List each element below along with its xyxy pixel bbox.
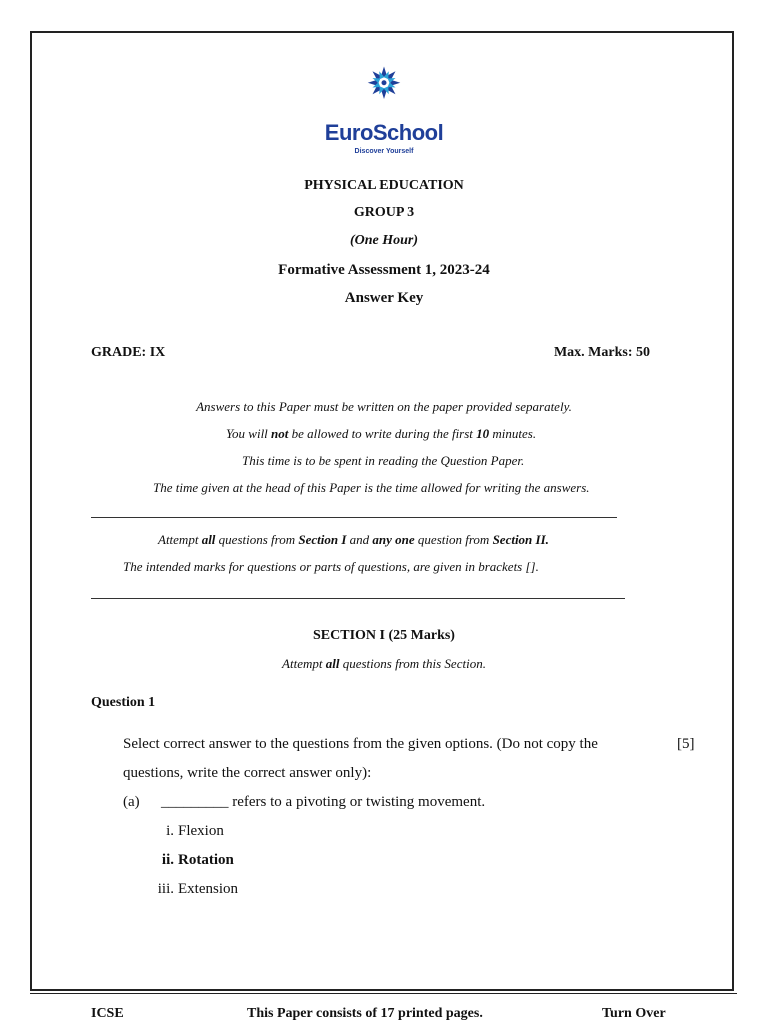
grade-label: GRADE: IX <box>91 345 166 360</box>
instruction-line-2: You will not be allowed to write during the first 10 minutes. <box>226 426 537 441</box>
option-extension: Extension <box>178 881 238 897</box>
option-number: ii. <box>161 852 174 868</box>
doc-type: Answer Key <box>344 290 424 306</box>
assessment-title: Formative Assessment 1, 2023-24 <box>278 262 490 278</box>
group-title: GROUP 3 <box>353 205 415 220</box>
instruction-line-4: The time given at the head of this Paper is the time allowed for writing the answers. <box>153 480 590 495</box>
question-marks: [5] <box>677 736 695 752</box>
brand-tagline: Discover Yourself <box>354 148 414 155</box>
question-label: Question 1 <box>91 695 156 710</box>
footer-turn-over: Turn Over <box>602 1006 666 1021</box>
instruction-line-1: Answers to this Paper must be written on the paper provided separately. <box>196 399 572 414</box>
footer-page-count: This Paper consists of 17 printed pages. <box>247 1006 483 1021</box>
euroschool-logo-icon <box>322 64 446 124</box>
max-marks-label: Max. Marks: 50 <box>553 345 650 360</box>
subject-title: PHYSICAL EDUCATION <box>304 178 464 193</box>
part-a-text: _________ refers to a pivoting or twisting movement. <box>161 794 486 810</box>
duration: (One Hour) <box>349 233 419 248</box>
divider-bottom <box>91 598 625 599</box>
question-prompt-line-2: questions, write the correct answer only): <box>123 765 372 781</box>
part-a-label: (a) <box>123 794 140 810</box>
instruction-line-3: This time is to be spent in reading the Question Paper. <box>242 453 525 468</box>
option-rotation-correct: Rotation <box>178 852 234 868</box>
option-flexion: Flexion <box>178 823 224 839</box>
brand-wordmark: EuroSchool <box>324 120 444 145</box>
section-subtitle: Attempt all questions from this Section. <box>282 656 486 671</box>
option-number: iii. <box>157 881 174 897</box>
marks-note: The intended marks for questions or parts of questions, are given in brackets []. <box>123 559 539 574</box>
question-prompt-line-1: Select correct answer to the questions from the given options. (Do not copy the <box>123 736 598 752</box>
option-number: i. <box>166 823 174 839</box>
page-border <box>30 31 734 991</box>
attempt-line: Attempt all questions from Section I and any one question from Section II. <box>158 532 549 547</box>
footer-board: ICSE <box>91 1006 124 1021</box>
divider-top <box>91 517 617 518</box>
section-title: SECTION I (25 Marks) <box>313 628 455 643</box>
